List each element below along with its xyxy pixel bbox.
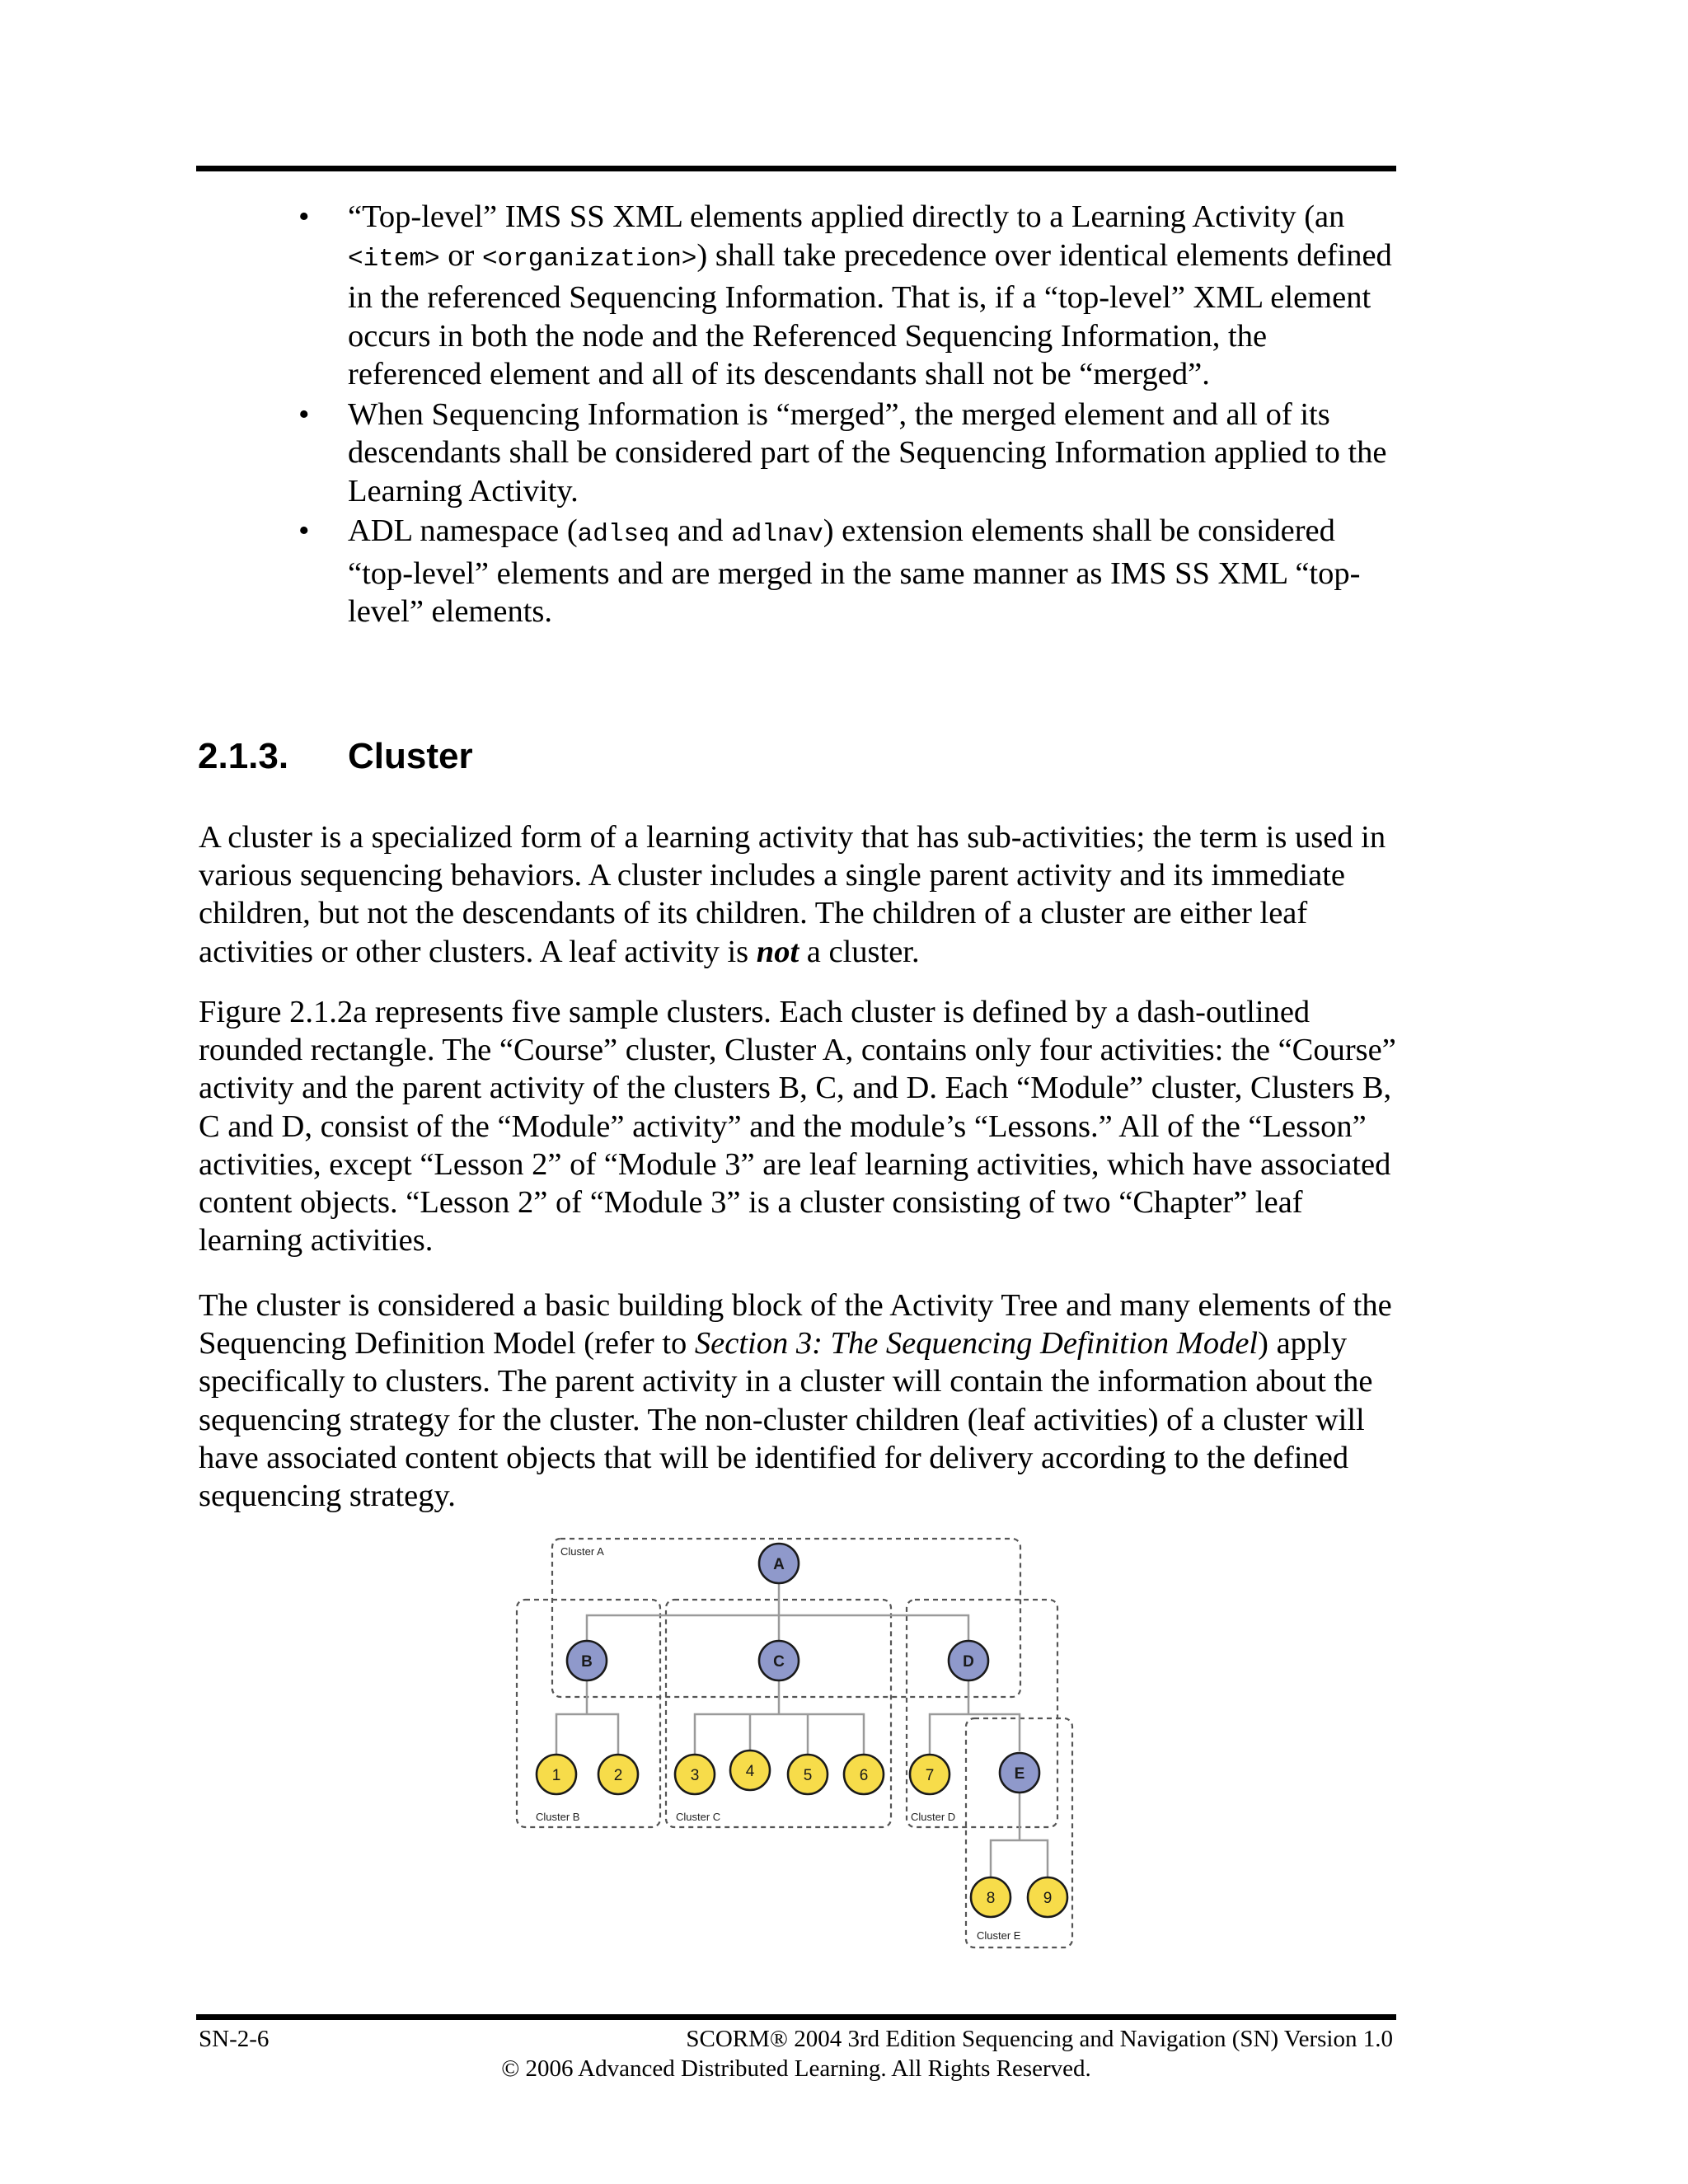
paragraph-cluster-definition [199, 818, 1402, 971]
document-title: SCORM® 2004 3rd Edition Sequencing and Navigation (SN) Version 1.0 [686, 2026, 1393, 2052]
text-run: The cluster is considered a basic building block of the Activity Tree and many elements of the Sequencing Definition Model (refer to [199, 1288, 1392, 1361]
cluster-label-c [676, 1811, 720, 1823]
bullet-text [348, 397, 1386, 509]
node-a [759, 1544, 799, 1583]
text-run: <organization> [481, 244, 697, 274]
svg-text:5: 5 [803, 1767, 813, 1784]
text-run: not [756, 934, 799, 969]
bullet-text [348, 199, 1392, 391]
node-c [759, 1641, 799, 1680]
node-leaf-6 [844, 1755, 884, 1794]
text-run: “Top-level” IMS SS XML elements applied directly to a Learning Activity (an [348, 199, 1345, 234]
footer-rule [196, 2014, 1396, 2020]
svg-text:D: D [963, 1653, 974, 1671]
section-heading [198, 736, 473, 777]
text-run: Section 3: The Sequencing Definition Model [694, 1326, 1259, 1361]
svg-text:6: 6 [859, 1767, 869, 1784]
bullet-item-top-level [290, 198, 1395, 394]
node-leaf-2 [598, 1755, 638, 1794]
node-e [1000, 1753, 1039, 1793]
paragraph-figure-description [199, 993, 1402, 1259]
text-run: Figure 2.1.2a represents five sample clusters. Each cluster is defined by a dash-outlined rounded rectangle. The “Course” cluster, Cluster A, contains only four activities: the “Course” activity and the parent activity of the clusters B, C, and D. Each “Module” cluster, Clusters B, C and D, consist of the “Module” activity” and the module’s “Lessons.” All of the “Lesson” activities, except “Lesson 2” of “Module 3” are leaf learning activities, which have associated content objects. “Lesson 2” of “Module 3” is a cluster consisting of two “Chapter” leaf learning activities. [199, 995, 1396, 1258]
node-leaf-7 [910, 1755, 950, 1794]
text-run: adlseq [577, 520, 670, 549]
node-leaf-3 [675, 1755, 715, 1794]
copyright-notice: © 2006 Advanced Distributed Learning. All Rights Reserved. [501, 2055, 1091, 2082]
text-run: or [439, 237, 482, 273]
svg-text:C: C [773, 1653, 785, 1671]
text-run: ) shall take precedence over identical elements defined in the referenced Sequencing Information. That is, if a “top-level” XML element occurs in both the node and the Referenced Sequencing Information, the referenced element and all of its descendants shall not be “merged”. [348, 237, 1392, 391]
svg-text:Cluster C: Cluster C [676, 1811, 721, 1823]
section-number: 2.1.3. [198, 736, 289, 776]
text-run: adlnav [731, 520, 823, 549]
bullet-icon: • [298, 396, 310, 432]
node-leaf-5 [788, 1755, 828, 1794]
svg-text:3: 3 [690, 1767, 700, 1784]
text-run: ) extension elements shall be considered “top-level” elements and are merged in the same manner as IMS SS XML “top-level” elements. [348, 513, 1361, 629]
node-leaf-9 [1028, 1877, 1067, 1917]
text-run: a cluster. [799, 934, 920, 969]
cluster-label-d [911, 1811, 955, 1823]
bullet-icon: • [298, 513, 310, 548]
svg-text:1: 1 [551, 1767, 561, 1784]
svg-text:B: B [581, 1653, 593, 1671]
svg-text:Cluster B: Cluster B [536, 1811, 580, 1823]
cluster-label-e [977, 1929, 1021, 1942]
svg-text:2: 2 [613, 1767, 623, 1784]
cluster-label-b [536, 1811, 579, 1823]
svg-text:7: 7 [925, 1767, 935, 1784]
svg-text:A: A [773, 1556, 785, 1573]
page-number: SN-2-6 [199, 2026, 270, 2052]
text-run: and [669, 513, 732, 548]
text-run: ADL namespace ( [348, 513, 578, 548]
cluster-tree-figure [495, 1529, 1088, 1957]
text-run: When Sequencing Information is “merged”, the merged element and all of its descendants shall be considered part of the Sequencing Information applied to the Learning Activity. [348, 396, 1387, 509]
bullet-text [348, 513, 1360, 629]
node-b [567, 1641, 607, 1680]
bullet-icon: • [298, 199, 310, 234]
bullet-item-adl-namespace [290, 512, 1395, 631]
svg-text:E: E [1014, 1765, 1025, 1783]
text-run: <item> [348, 244, 440, 274]
svg-text:9: 9 [1043, 1890, 1053, 1907]
node-leaf-8 [971, 1877, 1010, 1917]
cluster-label-a [560, 1545, 604, 1558]
node-d [949, 1641, 988, 1680]
svg-text:4: 4 [745, 1763, 755, 1780]
text-run: A cluster is a specialized form of a learning activity that has sub-activities; the term is used in various sequencing behaviors. A cluster includes a single parent activity and its immediate children, but not the descendants of its children. The children of a cluster are either leaf activities or other clusters. A leaf activity is [199, 820, 1386, 969]
svg-text:Cluster E: Cluster E [977, 1929, 1021, 1942]
header-rule [196, 166, 1396, 171]
paragraph-building-block [199, 1286, 1402, 1515]
merge-rules-list [290, 198, 1395, 633]
node-leaf-1 [537, 1755, 576, 1794]
text-run: ) apply specifically to clusters. The parent activity in a cluster will contain the information about the sequencing strategy for the cluster. The non-cluster children (leaf activities) of a cluster will have associated content objects that will be identified for delivery according to the defined sequencing strategy. [199, 1326, 1373, 1514]
node-leaf-4 [730, 1750, 770, 1790]
svg-text:8: 8 [986, 1890, 996, 1907]
svg-text:Cluster A: Cluster A [560, 1545, 604, 1558]
section-title: Cluster [348, 736, 473, 776]
svg-text:Cluster D: Cluster D [911, 1811, 956, 1823]
bullet-item-merged [290, 396, 1395, 511]
